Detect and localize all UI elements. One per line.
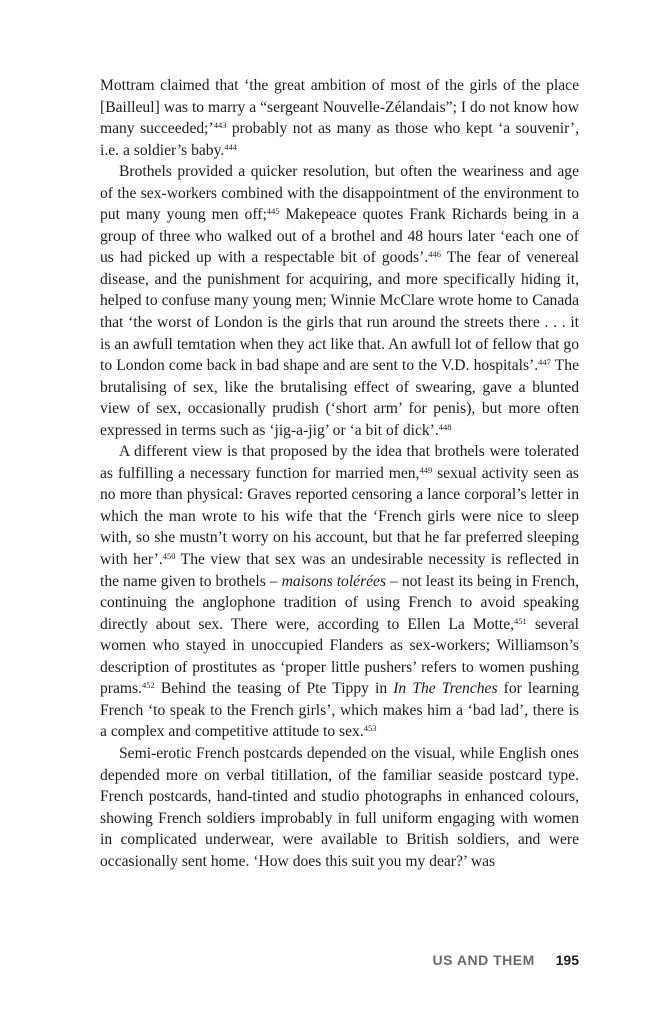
text-run: probably not as many as those who kept ‘a souvenir’, i.e. a soldier’s baby. (100, 120, 579, 159)
text-run: Semi-erotic French postcards depended on the visual, while English ones depended more on verbal titillation, of the familiar seaside postcard type. French postcards, hand-tinted and studio photographs in enhanced colours, showing French soldiers improbably in full uniform engaging with women in complicated underwear, were available to British soldiers, and were occasionally sent home. ‘How does this suit you my dear?’ was (100, 744, 579, 870)
page-footer (100, 952, 579, 968)
paragraph-2 (100, 161, 579, 441)
paragraph-4 (100, 743, 579, 872)
footnote-ref: 447 (538, 357, 551, 368)
footnote-ref: 445 (266, 206, 280, 217)
footnote-ref: 448 (438, 421, 452, 432)
footnote-ref: 453 (363, 723, 377, 734)
text-run: The brutalising of sex, like the brutalising effect of swearing, gave a blunted view of sex, occasionally prudish (‘short arm’ for penis), but more often expressed in terms such as ‘jig-a-jig’ or ‘a bit of dick’. (100, 357, 579, 439)
text-run: Mottram claimed that ‘the great ambition of most of the girls of the place [Bailleul] was to marry a “sergeant Nouvelle-Zélandais”; I do not know how many succeeded;’ (100, 77, 579, 138)
text-run: for learning French ‘to speak to the French girls’, which makes him a ‘bad lad’, there is a complex and competitive attitude to sex. (100, 680, 579, 741)
text-run: sexual activity seen as no more than physical: Graves reported censoring a lance corporal’s letter in which the man wrote to his wife that the ‘French girls were nice to sleep with, so she mustn’t worry on his account, but that he far preferred sleeping with her’. (100, 464, 579, 569)
text-run: Makepeace quotes Frank Richards being in a group of three who walked out of a brothel and 48 hours later ‘each one of us had picked up with a respectable bit of goods’. (100, 206, 579, 267)
footnote-ref: 444 (224, 141, 238, 152)
text-run: – not least its being in French, continuing the anglophone tradition of using French to avoid speaking directly about sex. There were, according to Ellen La Motte, (100, 572, 579, 633)
text-run: A different view is that proposed by the idea that brothels were tolerated as fulfilling a necessary function for married men, (100, 443, 579, 482)
footnote-ref: 443 (213, 120, 227, 131)
running-title: US AND THEM (432, 952, 535, 968)
text-run: Behind the teasing of Pte Tippy in (154, 680, 394, 698)
footnote-ref: 446 (428, 249, 441, 260)
footnote-ref: 452 (142, 680, 155, 691)
text-run: several women who stayed in unoccupied Flanders as sex-workers; Williamson’s description of prostitutes as ‘proper little pushers’ refers to women pushing prams. (100, 615, 579, 698)
italic-text: maisons tolérées (281, 572, 387, 590)
italic-text: In The Trenches (393, 680, 498, 698)
page-number: 195 (555, 952, 579, 968)
body-text (100, 75, 579, 872)
paragraph-3 (100, 441, 579, 743)
footnote-ref: 450 (162, 551, 176, 562)
text-run: Brothels provided a quicker resolution, but often the weariness and age of the sex-workers combined with the disappointment of the environment to put many young men off; (100, 163, 579, 224)
footnote-ref: 451 (514, 615, 527, 626)
footnote-ref: 449 (419, 464, 433, 475)
text-run: The view that sex was an undesirable necessity is reflected in the name given to brothels – (100, 551, 579, 590)
text-run: The fear of venereal disease, and the punishment for acquiring, and more specifically hiding it, helped to confuse many young men; Winnie McClare wrote home to Canada that ‘the worst of London is the girls that run around the streets there . . . it is an awfull temtation when they act like that. An awfull lot of fellow that go to London come back in bad shape and are sent to the V.D. hospitals’. (100, 249, 579, 375)
paragraph-1 (100, 75, 579, 161)
